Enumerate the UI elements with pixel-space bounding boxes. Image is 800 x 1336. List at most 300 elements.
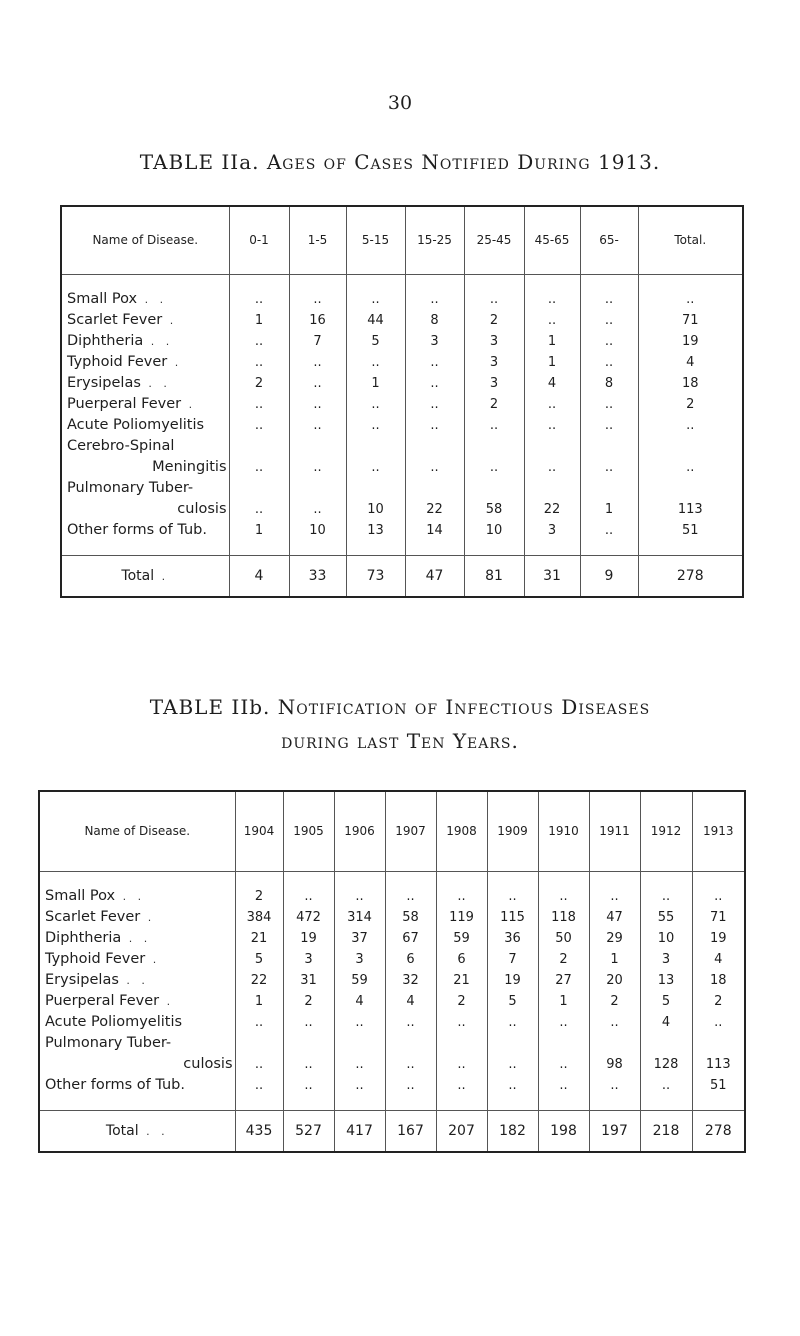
value-cell: .. <box>229 352 289 373</box>
value-cell: .. <box>538 1012 589 1033</box>
value-cell: .. <box>229 436 289 478</box>
column-header-45-65: 45-65 <box>524 206 580 274</box>
disease-name-cell <box>39 970 235 991</box>
value-cell: .. <box>524 289 580 310</box>
table-b-title-main: Notification of Infectious Diseases <box>277 695 651 719</box>
value-cell: .. <box>289 478 346 520</box>
value-cell: 2 <box>464 310 524 331</box>
value-cell: .. <box>580 331 638 352</box>
value-cell: 4 <box>692 949 745 970</box>
disease-name: Pulmonary Tuber- <box>67 479 194 496</box>
disease-name-cell <box>39 949 235 970</box>
table-b <box>38 790 746 1153</box>
value-cell: .. <box>589 1075 640 1096</box>
spacer-cell <box>638 274 743 289</box>
value-cell: .. <box>334 1075 385 1096</box>
value-cell: .. <box>405 373 464 394</box>
value-cell: 10 <box>640 928 692 949</box>
value-cell: .. <box>283 1012 334 1033</box>
leader-dots: . . <box>143 334 174 348</box>
leader-dots: . <box>181 397 197 411</box>
leader-dots: . <box>167 355 183 369</box>
value-cell: 4 <box>638 352 743 373</box>
spacer-cell <box>289 541 346 556</box>
disease-name: Diphtheria . . <box>67 332 174 349</box>
disease-name-cell <box>61 310 229 331</box>
value-cell: .. <box>289 436 346 478</box>
value-cell: 19 <box>692 928 745 949</box>
total-value-cell: 73 <box>346 555 405 597</box>
spacer-row <box>39 871 745 886</box>
value-cell: .. <box>580 310 638 331</box>
disease-name: Typhoid Fever . <box>67 353 183 370</box>
value-cell: .. <box>346 394 405 415</box>
column-header-1904: 1904 <box>235 791 283 871</box>
value-cell: .. <box>405 415 464 436</box>
disease-name-cell <box>61 520 229 541</box>
disease-name: Typhoid Fever . <box>45 950 161 967</box>
table-row <box>61 310 743 331</box>
total-value-cell: 278 <box>692 1110 745 1152</box>
value-cell: .. <box>289 373 346 394</box>
value-cell: 1 <box>580 478 638 520</box>
spacer-cell <box>283 1096 334 1111</box>
total-label: Total <box>121 567 155 584</box>
disease-name: Acute Poliomyelitis <box>45 1013 183 1030</box>
value-cell: .. <box>334 1033 385 1075</box>
value-cell: 27 <box>538 970 589 991</box>
value-cell: .. <box>385 1012 436 1033</box>
value-cell: 8 <box>405 310 464 331</box>
column-header-1905: 1905 <box>283 791 334 871</box>
value-cell: 67 <box>385 928 436 949</box>
spacer-cell <box>229 541 289 556</box>
value-cell: .. <box>235 1033 283 1075</box>
table-b-title <box>0 690 800 724</box>
value-cell: 18 <box>638 373 743 394</box>
value-cell: 8 <box>580 373 638 394</box>
spacer-cell <box>334 871 385 886</box>
total-row <box>39 1110 745 1152</box>
value-cell: 13 <box>346 520 405 541</box>
total-value-cell: 417 <box>334 1110 385 1152</box>
value-cell: .. <box>229 289 289 310</box>
value-cell: 10 <box>289 520 346 541</box>
leader-dots: . <box>145 952 161 966</box>
total-value-cell: 197 <box>589 1110 640 1152</box>
value-cell: .. <box>385 1075 436 1096</box>
value-cell: 7 <box>487 949 538 970</box>
value-cell: .. <box>289 289 346 310</box>
value-cell: .. <box>229 415 289 436</box>
total-value-cell: 435 <box>235 1110 283 1152</box>
value-cell: .. <box>334 1012 385 1033</box>
spacer-cell <box>589 1096 640 1111</box>
value-cell: 44 <box>346 310 405 331</box>
spacer-cell <box>235 1096 283 1111</box>
value-cell: 1 <box>538 991 589 1012</box>
column-header-1912: 1912 <box>640 791 692 871</box>
disease-name-cell <box>61 415 229 436</box>
value-cell: 2 <box>589 991 640 1012</box>
value-cell: 1 <box>235 991 283 1012</box>
value-cell: 2 <box>692 991 745 1012</box>
value-cell: 20 <box>589 970 640 991</box>
value-cell: 384 <box>235 907 283 928</box>
disease-name-continued: culosis <box>177 500 227 517</box>
value-cell: 3 <box>464 373 524 394</box>
table-row <box>61 520 743 541</box>
value-cell: 22 <box>524 478 580 520</box>
total-value-cell: 33 <box>289 555 346 597</box>
leader-dots: . . <box>138 1124 169 1138</box>
value-cell: 22 <box>235 970 283 991</box>
value-cell: 58 <box>464 478 524 520</box>
value-cell: 2 <box>464 394 524 415</box>
value-cell: 22 <box>405 478 464 520</box>
disease-name-cell <box>39 1033 235 1075</box>
total-label: Total <box>105 1122 139 1139</box>
value-cell: .. <box>538 1075 589 1096</box>
value-cell: 31 <box>283 970 334 991</box>
value-cell: .. <box>692 1012 745 1033</box>
value-cell: 21 <box>436 970 487 991</box>
value-cell: 3 <box>334 949 385 970</box>
spacer-row <box>61 274 743 289</box>
column-header-name: Name of Disease. <box>39 791 235 871</box>
value-cell: .. <box>589 886 640 907</box>
disease-name-cell <box>39 907 235 928</box>
value-cell: 3 <box>524 520 580 541</box>
value-cell: .. <box>638 436 743 478</box>
spacer-cell <box>283 871 334 886</box>
value-cell: .. <box>638 415 743 436</box>
column-header-5-15: 5-15 <box>346 206 405 274</box>
table-row <box>61 478 743 520</box>
value-cell: .. <box>436 886 487 907</box>
value-cell: .. <box>436 1033 487 1075</box>
disease-name: Cerebro-Spinal <box>67 437 175 454</box>
spacer-cell <box>405 274 464 289</box>
disease-name: Puerperal Fever . <box>67 395 197 412</box>
table-a-body <box>61 274 743 597</box>
value-cell: 58 <box>385 907 436 928</box>
spacer-cell <box>235 871 283 886</box>
disease-name-cell <box>61 331 229 352</box>
value-cell: 1 <box>589 949 640 970</box>
value-cell: 98 <box>589 1033 640 1075</box>
value-cell: 6 <box>436 949 487 970</box>
value-cell: 59 <box>334 970 385 991</box>
spacer-row <box>61 541 743 556</box>
value-cell: .. <box>692 886 745 907</box>
table-row <box>61 373 743 394</box>
total-value-cell: 167 <box>385 1110 436 1152</box>
table-row <box>61 436 743 478</box>
disease-name: Puerperal Fever . <box>45 992 175 1009</box>
spacer-cell <box>229 274 289 289</box>
value-cell: 18 <box>692 970 745 991</box>
spacer-cell <box>580 274 638 289</box>
value-cell: 1 <box>229 520 289 541</box>
value-cell: 1 <box>346 373 405 394</box>
value-cell: 5 <box>346 331 405 352</box>
table-a-header-row <box>61 206 743 274</box>
value-cell: 51 <box>638 520 743 541</box>
table-row <box>39 991 745 1012</box>
leader-dots: . . <box>137 292 168 306</box>
value-cell: .. <box>487 1012 538 1033</box>
value-cell: .. <box>640 886 692 907</box>
value-cell: 37 <box>334 928 385 949</box>
value-cell: .. <box>524 436 580 478</box>
value-cell: .. <box>283 886 334 907</box>
spacer-cell <box>464 274 524 289</box>
table-b-title-prefix: TABLE IIb. <box>149 695 271 719</box>
value-cell: 2 <box>229 373 289 394</box>
spacer-cell <box>405 541 464 556</box>
table-a-title <box>0 145 800 179</box>
spacer-cell <box>464 541 524 556</box>
table-a-title-prefix: TABLE IIa. <box>139 150 260 174</box>
table-b-body <box>39 871 745 1152</box>
spacer-cell <box>61 274 229 289</box>
total-value-cell: 31 <box>524 555 580 597</box>
value-cell: .. <box>346 436 405 478</box>
table-row <box>61 415 743 436</box>
disease-name-cell <box>39 928 235 949</box>
column-header-65: 65- <box>580 206 638 274</box>
table-row <box>39 907 745 928</box>
disease-name: Erysipelas . . <box>45 971 149 988</box>
value-cell: 3 <box>405 331 464 352</box>
disease-name: Small Pox . . <box>45 887 146 904</box>
value-cell: 1 <box>229 310 289 331</box>
value-cell: 59 <box>436 928 487 949</box>
table-row <box>61 331 743 352</box>
leader-dots: . <box>162 313 178 327</box>
spacer-cell <box>436 871 487 886</box>
spacer-cell <box>692 1096 745 1111</box>
spacer-cell <box>524 541 580 556</box>
value-cell: .. <box>580 394 638 415</box>
total-label-cell <box>39 1110 235 1152</box>
value-cell: 128 <box>640 1033 692 1075</box>
value-cell: .. <box>346 415 405 436</box>
column-header-1909: 1909 <box>487 791 538 871</box>
column-header-1911: 1911 <box>589 791 640 871</box>
value-cell: .. <box>487 1033 538 1075</box>
value-cell: 3 <box>283 949 334 970</box>
disease-name: Scarlet Fever . <box>45 908 156 925</box>
value-cell: 50 <box>538 928 589 949</box>
value-cell: .. <box>538 886 589 907</box>
disease-name: Acute Poliomyelitis <box>67 416 205 433</box>
disease-name: Small Pox . . <box>67 290 168 307</box>
disease-name: Other forms of Tub. <box>45 1076 185 1093</box>
value-cell: 1 <box>524 352 580 373</box>
value-cell: .. <box>524 310 580 331</box>
disease-name-continued: culosis <box>183 1055 233 1072</box>
value-cell: 29 <box>589 928 640 949</box>
value-cell: .. <box>436 1075 487 1096</box>
value-cell: 21 <box>235 928 283 949</box>
disease-name-cell <box>61 394 229 415</box>
table-row <box>39 1033 745 1075</box>
value-cell: .. <box>334 886 385 907</box>
spacer-cell <box>39 1096 235 1111</box>
column-header-25-45: 25-45 <box>464 206 524 274</box>
spacer-cell <box>61 541 229 556</box>
value-cell: .. <box>385 886 436 907</box>
value-cell: 2 <box>638 394 743 415</box>
value-cell: .. <box>436 1012 487 1033</box>
value-cell: 314 <box>334 907 385 928</box>
column-header-1908: 1908 <box>436 791 487 871</box>
value-cell: 16 <box>289 310 346 331</box>
value-cell: 113 <box>638 478 743 520</box>
value-cell: .. <box>580 415 638 436</box>
spacer-cell <box>289 274 346 289</box>
value-cell: .. <box>464 415 524 436</box>
disease-name-continued: Meningitis <box>152 458 227 475</box>
value-cell: 19 <box>283 928 334 949</box>
value-cell: .. <box>283 1033 334 1075</box>
spacer-cell <box>589 871 640 886</box>
value-cell: 2 <box>283 991 334 1012</box>
value-cell: .. <box>589 1012 640 1033</box>
column-header-15-25: 15-25 <box>405 206 464 274</box>
total-value-cell: 47 <box>405 555 464 597</box>
disease-name: Other forms of Tub. <box>67 521 207 538</box>
leader-dots: . . <box>118 973 149 987</box>
value-cell: .. <box>289 415 346 436</box>
spacer-cell <box>334 1096 385 1111</box>
value-cell: 55 <box>640 907 692 928</box>
value-cell: .. <box>229 331 289 352</box>
column-header-name: Name of Disease. <box>61 206 229 274</box>
spacer-cell <box>640 871 692 886</box>
table-b-header-row <box>39 791 745 871</box>
table-a <box>60 205 744 598</box>
value-cell: 115 <box>487 907 538 928</box>
value-cell: 10 <box>464 520 524 541</box>
spacer-cell <box>385 1096 436 1111</box>
spacer-cell <box>580 541 638 556</box>
value-cell: 2 <box>436 991 487 1012</box>
value-cell: .. <box>289 394 346 415</box>
column-header-Total: Total. <box>638 206 743 274</box>
value-cell: 119 <box>436 907 487 928</box>
value-cell: .. <box>229 394 289 415</box>
value-cell: .. <box>640 1075 692 1096</box>
value-cell: .. <box>580 352 638 373</box>
leader-dots: . . <box>115 889 146 903</box>
leader-dots: . <box>159 994 175 1008</box>
value-cell: 14 <box>405 520 464 541</box>
value-cell: .. <box>235 1012 283 1033</box>
leader-dots: . <box>154 569 170 583</box>
value-cell: 113 <box>692 1033 745 1075</box>
value-cell: .. <box>524 394 580 415</box>
page-number: 30 <box>387 92 413 114</box>
value-cell: .. <box>235 1075 283 1096</box>
value-cell: .. <box>580 436 638 478</box>
spacer-cell <box>692 871 745 886</box>
column-header-1910: 1910 <box>538 791 589 871</box>
value-cell: .. <box>487 1075 538 1096</box>
table-row <box>39 928 745 949</box>
value-cell: 4 <box>385 991 436 1012</box>
leader-dots: . <box>140 910 156 924</box>
spacer-cell <box>346 274 405 289</box>
total-value-cell: 198 <box>538 1110 589 1152</box>
total-value-cell: 207 <box>436 1110 487 1152</box>
value-cell: .. <box>385 1033 436 1075</box>
disease-name-cell <box>39 1012 235 1033</box>
table-row <box>61 352 743 373</box>
total-value-cell: 81 <box>464 555 524 597</box>
value-cell: .. <box>580 289 638 310</box>
value-cell: .. <box>405 352 464 373</box>
disease-name-cell <box>61 478 229 520</box>
disease-name-cell <box>39 991 235 1012</box>
table-row <box>39 1012 745 1033</box>
value-cell: 71 <box>638 310 743 331</box>
spacer-cell <box>346 541 405 556</box>
value-cell: 4 <box>524 373 580 394</box>
spacer-cell <box>640 1096 692 1111</box>
value-cell: 2 <box>235 886 283 907</box>
table-b-title-sub: during last Ten Years. <box>281 729 519 753</box>
disease-name: Scarlet Fever . <box>67 311 178 328</box>
value-cell: .. <box>346 289 405 310</box>
value-cell: 472 <box>283 907 334 928</box>
table-row <box>39 949 745 970</box>
table-row <box>39 970 745 991</box>
value-cell: .. <box>346 352 405 373</box>
disease-name-cell <box>61 373 229 394</box>
spacer-cell <box>39 871 235 886</box>
value-cell: 5 <box>487 991 538 1012</box>
disease-name: Pulmonary Tuber- <box>45 1034 172 1051</box>
table-a-title-main: Ages of Cases Notified During 1913. <box>266 150 661 174</box>
column-header-1906: 1906 <box>334 791 385 871</box>
column-header-1-5: 1-5 <box>289 206 346 274</box>
spacer-cell <box>538 1096 589 1111</box>
column-header-0-1: 0-1 <box>229 206 289 274</box>
value-cell: .. <box>405 436 464 478</box>
total-value-cell: 218 <box>640 1110 692 1152</box>
table-b-subtitle <box>0 724 800 758</box>
value-cell: 19 <box>638 331 743 352</box>
total-label-cell <box>61 555 229 597</box>
value-cell: 3 <box>640 949 692 970</box>
disease-name-cell <box>39 1075 235 1096</box>
value-cell: 7 <box>289 331 346 352</box>
disease-name-cell <box>39 886 235 907</box>
value-cell: .. <box>524 415 580 436</box>
value-cell: 4 <box>640 1012 692 1033</box>
value-cell: 10 <box>346 478 405 520</box>
leader-dots: . . <box>140 376 171 390</box>
value-cell: .. <box>638 289 743 310</box>
total-value-cell: 9 <box>580 555 638 597</box>
total-value-cell: 4 <box>229 555 289 597</box>
table-row <box>61 394 743 415</box>
value-cell: .. <box>464 436 524 478</box>
value-cell: 6 <box>385 949 436 970</box>
